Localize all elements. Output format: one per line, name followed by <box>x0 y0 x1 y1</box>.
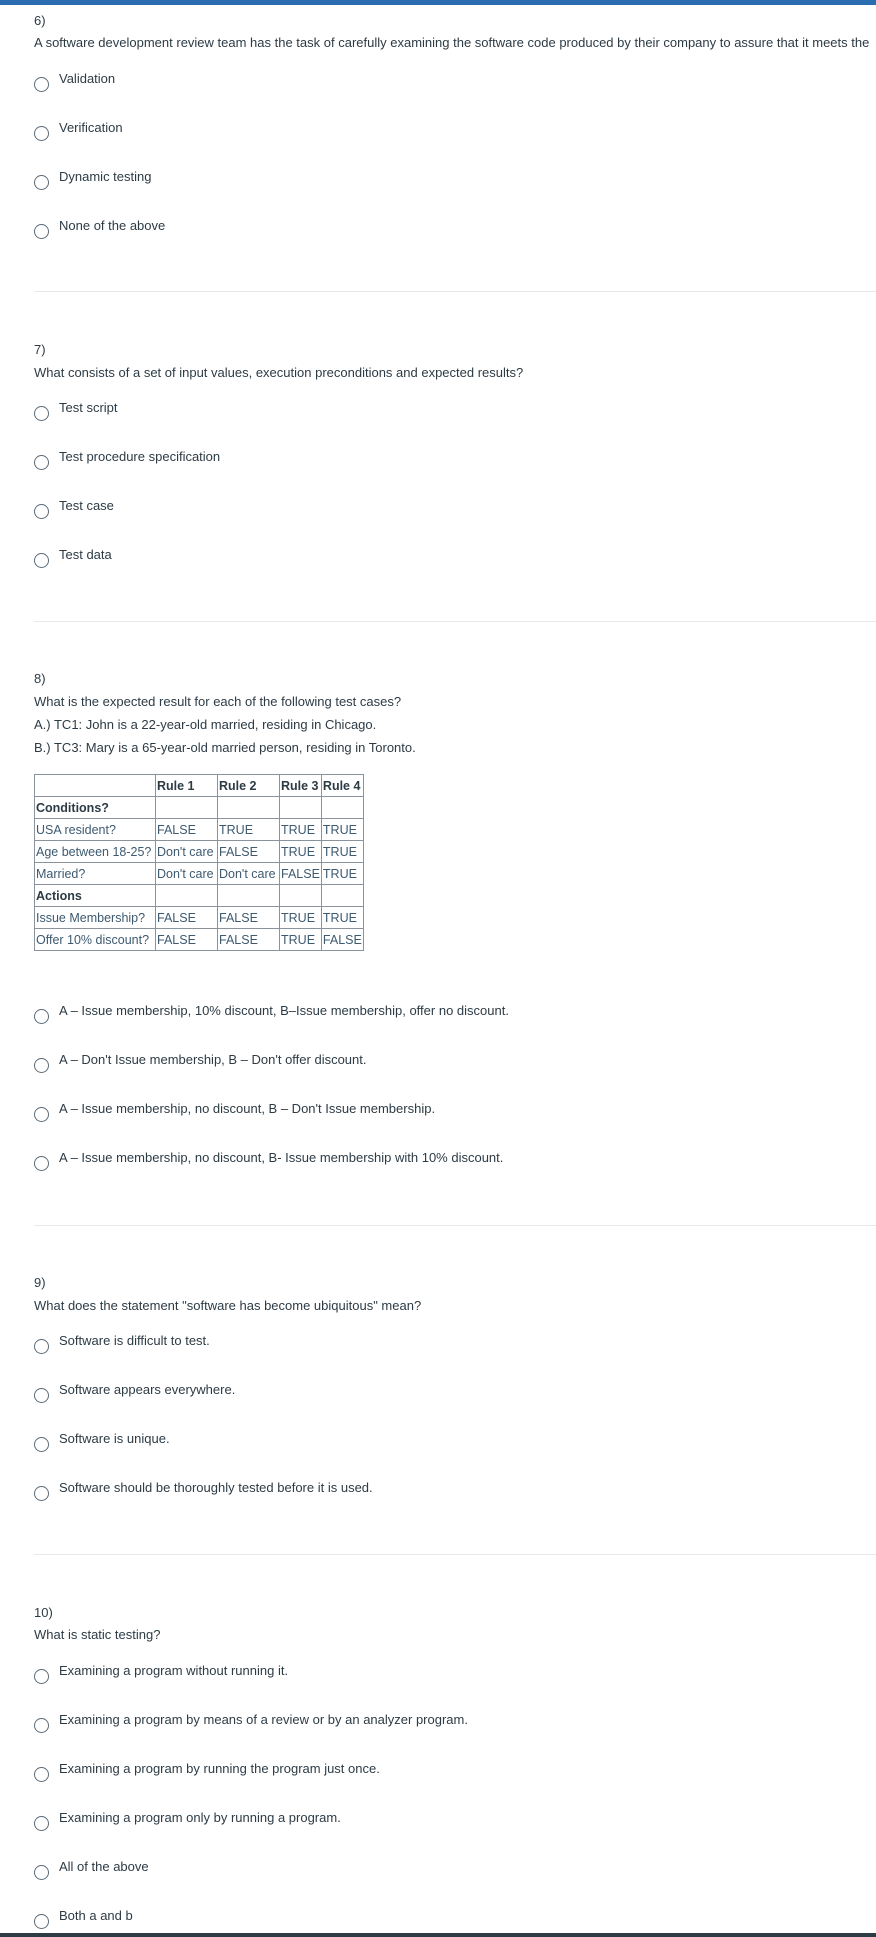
table-header-cell: Rule 1 <box>156 775 218 797</box>
table-cell: Don't care <box>218 863 280 885</box>
radio-button-icon[interactable] <box>34 175 49 190</box>
table-cell <box>321 797 363 819</box>
table-row <box>35 819 364 841</box>
table-header-cell: Rule 2 <box>218 775 280 797</box>
answer-option[interactable] <box>34 400 834 440</box>
radio-button-icon[interactable] <box>34 1718 49 1733</box>
radio-button-icon[interactable] <box>34 1107 49 1122</box>
table-cell: Actions <box>35 885 156 907</box>
table-row <box>35 863 364 885</box>
answer-option[interactable] <box>34 1333 834 1373</box>
radio-button-icon[interactable] <box>34 1437 49 1452</box>
table-row <box>35 841 364 863</box>
answer-option[interactable] <box>34 169 834 209</box>
question-text: A software development review team has the task of carefully examining the software code produced by their company to assure that it meets the <box>34 35 870 50</box>
table-header-cell <box>35 775 156 797</box>
table-cell <box>321 885 363 907</box>
radio-button-icon[interactable] <box>34 1767 49 1782</box>
answer-label: All of the above <box>59 1859 149 1874</box>
answer-option[interactable] <box>34 449 834 489</box>
answer-option[interactable] <box>34 1663 834 1703</box>
radio-button-icon[interactable] <box>34 1865 49 1880</box>
answer-label: Test script <box>59 400 118 415</box>
answer-option[interactable] <box>34 1761 834 1801</box>
table-cell: FALSE <box>156 929 218 951</box>
answer-label: Examining a program by running the program just once. <box>59 1761 380 1776</box>
question-text: What consists of a set of input values, execution preconditions and expected results? <box>34 365 524 380</box>
answer-label: Validation <box>59 71 116 86</box>
table-cell: Issue Membership? <box>35 907 156 929</box>
question-divider <box>34 1554 876 1555</box>
radio-button-icon[interactable] <box>34 1486 49 1501</box>
answer-option[interactable] <box>34 1052 834 1092</box>
table-cell <box>156 797 218 819</box>
answer-label: A – Issue membership, no discount, B- Issue membership with 10% discount. <box>59 1150 504 1165</box>
table-cell <box>280 797 322 819</box>
table-cell: Married? <box>35 863 156 885</box>
answer-label: A – Issue membership, 10% discount, B–Issue membership, offer no discount. <box>59 1003 509 1018</box>
answer-label: Examining a program only by running a program. <box>59 1810 341 1825</box>
table-cell: USA resident? <box>35 819 156 841</box>
table-cell <box>218 885 280 907</box>
table-cell: TRUE <box>280 907 322 929</box>
answer-label: Dynamic testing <box>59 169 152 184</box>
answer-label: Both a and b <box>59 1908 133 1923</box>
answer-option[interactable] <box>34 547 834 587</box>
answer-option[interactable] <box>34 120 834 160</box>
question-text: What is the expected result for each of the following test cases? <box>34 694 402 709</box>
table-row <box>35 907 364 929</box>
radio-button-icon[interactable] <box>34 1156 49 1171</box>
table-cell: Don't care <box>156 863 218 885</box>
table-cell: FALSE <box>218 907 280 929</box>
answer-label: Verification <box>59 120 123 135</box>
answer-option[interactable] <box>34 1859 834 1899</box>
table-cell <box>280 885 322 907</box>
answer-label: None of the above <box>59 218 166 233</box>
answer-label: A – Issue membership, no discount, B – Don't Issue membership. <box>59 1101 436 1116</box>
radio-button-icon[interactable] <box>34 1339 49 1354</box>
table-header-row <box>35 775 364 797</box>
question-text-line: A.) TC1: John is a 22-year-old married, residing in Chicago. <box>34 717 377 732</box>
question-number: 7) <box>34 342 46 357</box>
table-cell <box>156 885 218 907</box>
radio-button-icon[interactable] <box>34 455 49 470</box>
answer-option[interactable] <box>34 1003 834 1043</box>
answer-label: Test data <box>59 547 112 562</box>
answer-option[interactable] <box>34 71 834 111</box>
radio-button-icon[interactable] <box>34 1388 49 1403</box>
table-row <box>35 929 364 951</box>
question-text: What is static testing? <box>34 1627 161 1642</box>
answer-label: Test case <box>59 498 114 513</box>
table-cell: TRUE <box>321 819 363 841</box>
answer-option[interactable] <box>34 498 834 538</box>
question-number: 10) <box>34 1605 53 1620</box>
table-cell: Don't care <box>156 841 218 863</box>
answer-option[interactable] <box>34 1431 834 1471</box>
table-header-cell: Rule 4 <box>321 775 363 797</box>
table-cell: TRUE <box>280 929 322 951</box>
table-cell: Offer 10% discount? <box>35 929 156 951</box>
answer-label: A – Don't Issue membership, B – Don't offer discount. <box>59 1052 367 1067</box>
table-cell: TRUE <box>218 819 280 841</box>
table-cell: FALSE <box>218 841 280 863</box>
top-accent-bar <box>0 0 876 5</box>
radio-button-icon[interactable] <box>34 553 49 568</box>
table-cell: TRUE <box>321 863 363 885</box>
radio-button-icon[interactable] <box>34 1009 49 1024</box>
table-cell: FALSE <box>156 907 218 929</box>
radio-button-icon[interactable] <box>34 504 49 519</box>
table-cell: TRUE <box>321 841 363 863</box>
table-cell: TRUE <box>280 841 322 863</box>
answer-label: Software should be thoroughly tested before it is used. <box>59 1480 373 1495</box>
table-row <box>35 885 364 907</box>
question-number: 8) <box>34 671 46 686</box>
question-text: What does the statement "software has become ubiquitous" mean? <box>34 1298 422 1313</box>
answer-option[interactable] <box>34 1810 834 1850</box>
answer-option[interactable] <box>34 1712 834 1752</box>
answer-option[interactable] <box>34 218 834 258</box>
table-cell: FALSE <box>280 863 322 885</box>
table-row <box>35 797 364 819</box>
answer-label: Software is difficult to test. <box>59 1333 210 1348</box>
table-cell: Conditions? <box>35 797 156 819</box>
question-divider <box>34 1225 876 1226</box>
answer-option[interactable] <box>34 1101 834 1141</box>
table-cell: FALSE <box>218 929 280 951</box>
question-number: 9) <box>34 1275 46 1290</box>
table-header-cell: Rule 3 <box>280 775 322 797</box>
table-cell: FALSE <box>156 819 218 841</box>
question-text-line: B.) TC3: Mary is a 65-year-old married person, residing in Toronto. <box>34 740 416 755</box>
radio-button-icon[interactable] <box>34 1914 49 1929</box>
table-cell: TRUE <box>321 907 363 929</box>
answer-label: Examining a program without running it. <box>59 1663 289 1678</box>
radio-button-icon[interactable] <box>34 1816 49 1831</box>
answer-option[interactable] <box>34 1480 834 1520</box>
radio-button-icon[interactable] <box>34 1669 49 1684</box>
answer-option[interactable] <box>34 1908 834 1933</box>
radio-button-icon[interactable] <box>34 126 49 141</box>
answer-option[interactable] <box>34 1382 834 1422</box>
decision-table <box>34 774 364 951</box>
answer-option[interactable] <box>34 1150 834 1190</box>
radio-button-icon[interactable] <box>34 224 49 239</box>
answer-label: Software appears everywhere. <box>59 1382 236 1397</box>
answer-label: Software is unique. <box>59 1431 170 1446</box>
radio-button-icon[interactable] <box>34 1058 49 1073</box>
radio-button-icon[interactable] <box>34 406 49 421</box>
bottom-bar <box>0 1933 876 1937</box>
answer-label: Examining a program by means of a review or by an analyzer program. <box>59 1712 468 1727</box>
answer-label: Test procedure specification <box>59 449 221 464</box>
question-divider <box>34 621 876 622</box>
table-cell: FALSE <box>321 929 363 951</box>
question-number: 6) <box>34 13 46 28</box>
table-cell: TRUE <box>280 819 322 841</box>
radio-button-icon[interactable] <box>34 77 49 92</box>
table-cell <box>218 797 280 819</box>
question-divider <box>34 291 876 292</box>
table-cell: Age between 18-25? <box>35 841 156 863</box>
